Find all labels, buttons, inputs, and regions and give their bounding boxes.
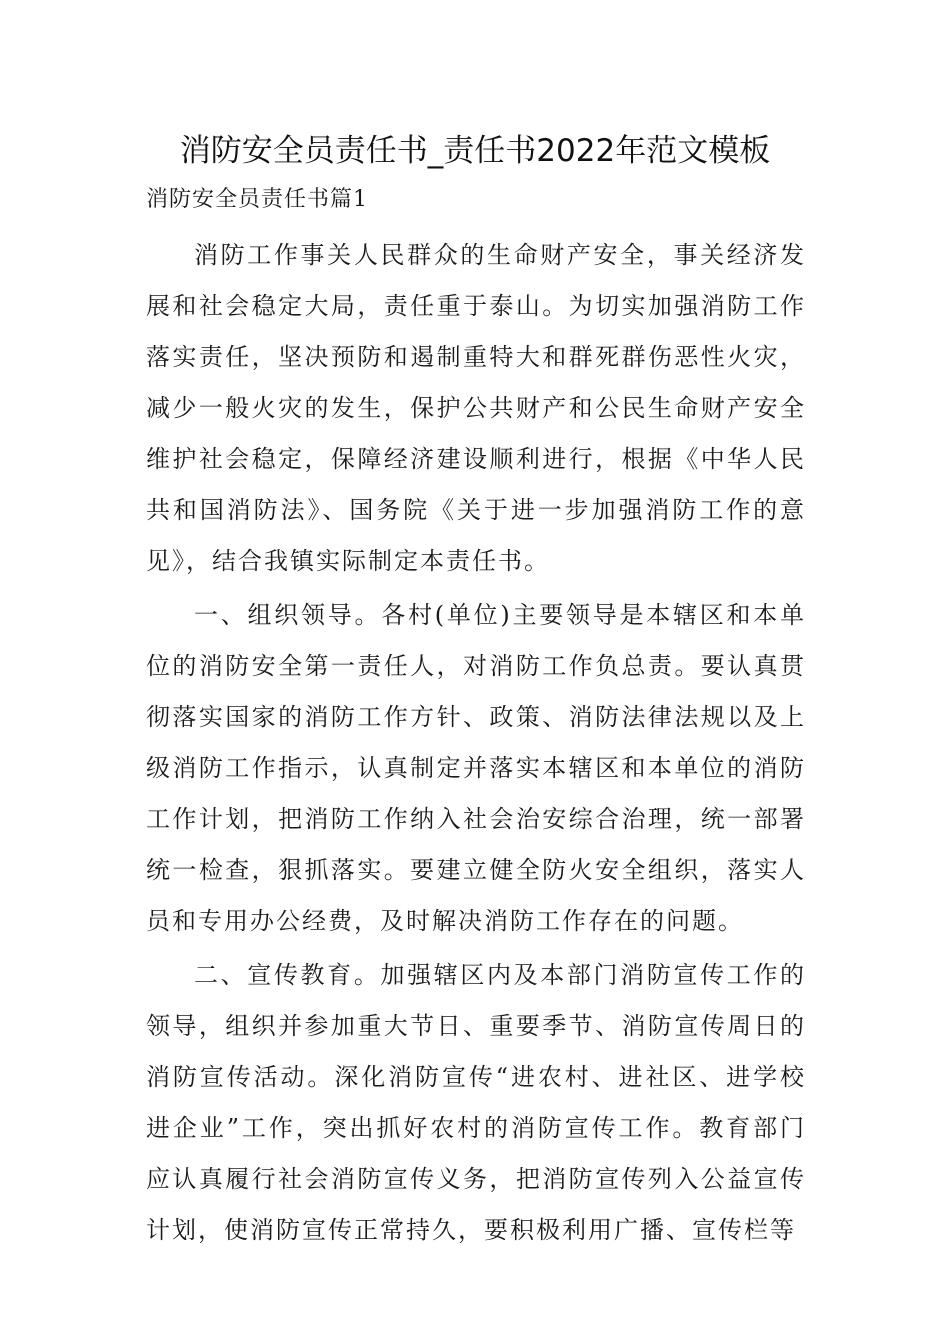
section-heading: 消防安全员责任书篇1: [146, 187, 368, 212]
document-body: [146, 230, 806, 1256]
document-title: 消防安全员责任书_责任书2022年范文模板: [179, 133, 771, 169]
paragraph-intro: 消防工作事关人民群众的生命财产安全，事关经济发展和社会稳定大局，责任重于泰山。为切实加强消防工作落实责任，坚决预防和遏制重特大和群死群伤恶性火灾，减少一般火灾的发生，保护公共财产和公民生命财产安全维护社会稳定，保障经济建设顺利进行，根据《中华人民共和国消防法》、国务院《关于进一步加强消防工作的意见》，结合我镇实际制定本责任书。: [146, 241, 806, 575]
paragraph-education: 二、宣传教育。加强辖区内及本部门消防宣传工作的领导，组织并参加重大节日、重要季节、消防宣传周日的消防宣传活动。深化消防宣传“进农村、进社区、进学校进企业”工作，突出抓好农村的消防宣传工作。教育部门应认真履行社会消防宣传义务，把消防宣传列入公益宣传计划，使消防宣传正常持久，要积极利用广播、宣传栏等: [146, 961, 806, 1244]
paragraph-organization: 一、组织领导。各村(单位)主要领导是本辖区和本单位的消防安全第一责任人，对消防工作负总责。要认真贯彻落实国家的消防工作方针、政策、消防法律法规以及上级消防工作指示，认真制定并落实本辖区和本单位的消防工作计划，把消防工作纳入社会治安综合治理，统一部署统一检查，狠抓落实。要建立健全防火安全组织，落实人员和专用办公经费，及时解决消防工作存在的问题。: [146, 601, 806, 935]
